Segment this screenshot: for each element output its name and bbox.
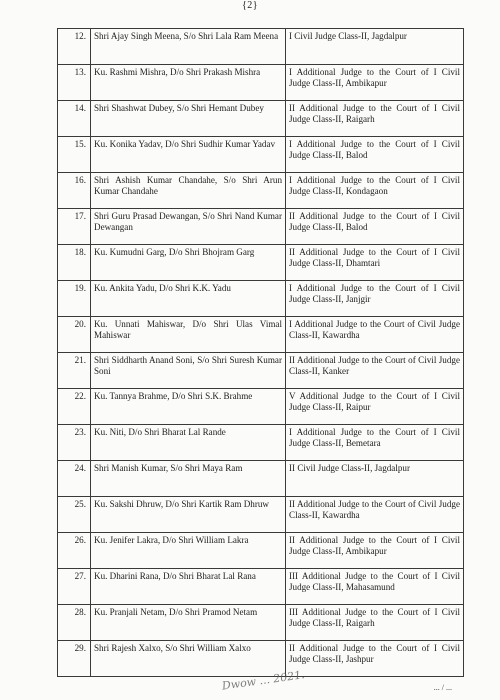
posting-cell: I Additional Judge to the Court of I Civil Judge Class-II, Bemetara	[286, 425, 464, 461]
table-row	[58, 245, 464, 281]
posting-cell: I Additional Judge to the Court of I Civil Judge Class-II, Ambikapur	[286, 65, 464, 101]
posting-cell: II Additional Judge to the Court of I Civil Judge Class-II, Balod	[286, 209, 464, 245]
posting-cell: II Additional Judge to the Court of Civil Judge Class-II, Kawardha	[286, 497, 464, 533]
appointments-table-body	[58, 29, 464, 677]
table-row	[58, 353, 464, 389]
serial-number-cell: 18.	[58, 245, 91, 281]
table-row	[58, 389, 464, 425]
name-cell: Ku. Kumudni Garg, D/o Shri Bhojram Garg	[91, 245, 286, 281]
posting-cell: I Additional Judge to the Court of I Civil Judge Class-II, Kondagaon	[286, 173, 464, 209]
serial-number-cell: 24.	[58, 461, 91, 497]
table-row	[58, 497, 464, 533]
name-cell: Shri Manish Kumar, S/o Shri Maya Ram	[91, 461, 286, 497]
posting-cell: III Additional Judge to the Court of I Civil Judge Class-II, Mahasamund	[286, 569, 464, 605]
name-cell: Ku. Tannya Brahme, D/o Shri S.K. Brahme	[91, 389, 286, 425]
serial-number-cell: 27.	[58, 569, 91, 605]
posting-cell: I Additional Judge to the Court of I Civil Judge Class-II, Janjgir	[286, 281, 464, 317]
posting-cell: V Additional Judge to the Court of I Civil Judge Class-II, Raipur	[286, 389, 464, 425]
serial-number-cell: 19.	[58, 281, 91, 317]
serial-number-cell: 16.	[58, 173, 91, 209]
name-cell: Ku. Unnati Mahiswar, D/o Shri Ulas Vimal Mahiswar	[91, 317, 286, 353]
name-cell: Ku. Sakshi Dhruw, D/o Shri Kartik Ram Dhruw	[91, 497, 286, 533]
serial-number-cell: 17.	[58, 209, 91, 245]
table-row	[58, 533, 464, 569]
serial-number-cell: 12.	[58, 29, 91, 65]
name-cell: Ku. Rashmi Mishra, D/o Shri Prakash Mishra	[91, 65, 286, 101]
name-cell: Shri Shashwat Dubey, S/o Shri Hemant Dubey	[91, 101, 286, 137]
table-row	[58, 281, 464, 317]
serial-number-cell: 26.	[58, 533, 91, 569]
appointments-table	[57, 28, 464, 677]
posting-cell: II Civil Judge Class-II, Jagdalpur	[286, 461, 464, 497]
table-row	[58, 65, 464, 101]
table-row	[58, 569, 464, 605]
name-cell: Ku. Jenifer Lakra, D/o Shri William Lakra	[91, 533, 286, 569]
serial-number-cell: 15.	[58, 137, 91, 173]
posting-cell: II Additional Judge to the Court of I Civil Judge Class-II, Ambikapur	[286, 533, 464, 569]
serial-number-cell: 22.	[58, 389, 91, 425]
posting-cell: I Additional Judge to the Court of Civil Judge Class-II, Kawardha	[286, 317, 464, 353]
handwritten-signature: Dwow ... 2021.	[221, 668, 306, 693]
serial-number-cell: 23.	[58, 425, 91, 461]
serial-number-cell: 20.	[58, 317, 91, 353]
posting-cell: III Additional Judge to the Court of I Civil Judge Class-II, Raigarh	[286, 605, 464, 641]
table-row	[58, 29, 464, 65]
serial-number-cell: 14.	[58, 101, 91, 137]
table-row	[58, 137, 464, 173]
name-cell: Shri Rajesh Xalxo, S/o Shri William Xalxo	[91, 641, 286, 677]
name-cell: Shri Ashish Kumar Chandahe, S/o Shri Arun Kumar Chandahe	[91, 173, 286, 209]
table-row	[58, 461, 464, 497]
posting-cell: I Additional Judge to the Court of I Civil Judge Class-II, Balod	[286, 137, 464, 173]
table-row	[58, 425, 464, 461]
name-cell: Shri Guru Prasad Dewangan, S/o Shri Nand Kumar Dewangan	[91, 209, 286, 245]
table-row	[58, 605, 464, 641]
name-cell: Ku. Niti, D/o Shri Bharat Lal Rande	[91, 425, 286, 461]
posting-cell: II Additional Judge to the Court of Civil Judge Class-II, Kanker	[286, 353, 464, 389]
serial-number-cell: 25.	[58, 497, 91, 533]
posting-cell: II Additional Judge to the Court of I Civil Judge Class-II, Jashpur	[286, 641, 464, 677]
name-cell: Ku. Ankita Yadu, D/o Shri K.K. Yadu	[91, 281, 286, 317]
serial-number-cell: 21.	[58, 353, 91, 389]
serial-number-cell: 29.	[58, 641, 91, 677]
name-cell: Ku. Dharini Rana, D/o Shri Bharat Lal Rana	[91, 569, 286, 605]
table-row	[58, 173, 464, 209]
posting-cell: II Additional Judge to the Court of I Civil Judge Class-II, Dhamtari	[286, 245, 464, 281]
table-row	[58, 317, 464, 353]
name-cell: Shri Siddharth Anand Soni, S/o Shri Suresh Kumar Soni	[91, 353, 286, 389]
table-row	[58, 209, 464, 245]
serial-number-cell: 28.	[58, 605, 91, 641]
stamp-fragment: ... / ...	[433, 683, 452, 692]
table-row	[58, 641, 464, 677]
page-number: {2}	[241, 0, 259, 11]
name-cell: Ku. Konika Yadav, D/o Shri Sudhir Kumar Yadav	[91, 137, 286, 173]
posting-cell: I Civil Judge Class-II, Jagdalpur	[286, 29, 464, 65]
posting-cell: II Additional Judge to the Court of I Civil Judge Class-II, Raigarh	[286, 101, 464, 137]
table-row	[58, 101, 464, 137]
name-cell: Ku. Pranjali Netam, D/o Shri Pramod Netam	[91, 605, 286, 641]
name-cell: Shri Ajay Singh Meena, S/o Shri Lala Ram Meena	[91, 29, 286, 65]
serial-number-cell: 13.	[58, 65, 91, 101]
